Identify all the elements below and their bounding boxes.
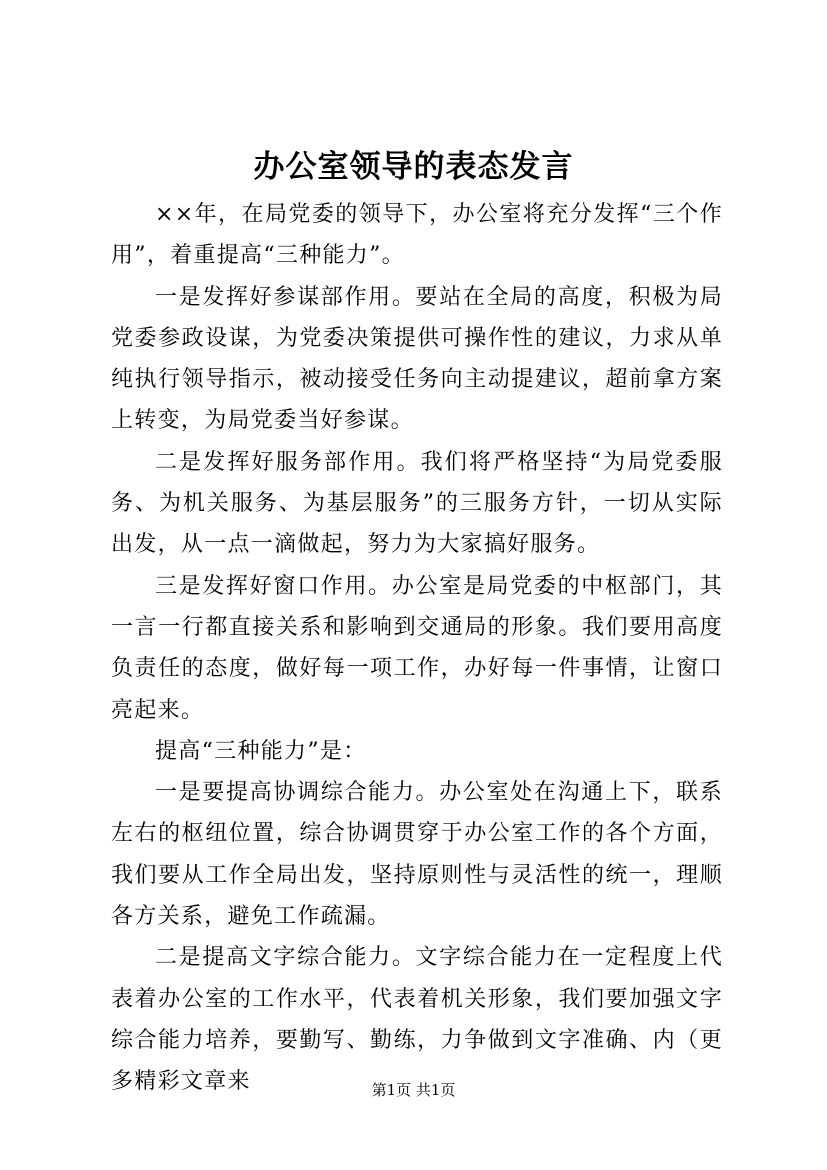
document-title: 办公室领导的表态发言 bbox=[253, 149, 574, 185]
paragraph-role-advisor: 一是发挥好参谋部作用。要站在全局的高度，积极为局党委参政设谋，为党委决策提供可操作性的建议，力求从单纯执行领导指示，被动接受任务向主动提建议，超前拿方案上转变，为局党委当好参谋。 bbox=[111, 284, 723, 434]
paragraph-abilities-heading: 提高“三种能力”是： bbox=[155, 738, 367, 764]
document-body bbox=[111, 194, 723, 1103]
paragraph-ability-coordination: 一是要提高协调综合能力。办公室处在沟通上下，联系左右的枢纽位置，综合协调贯穿于办公室工作的各个方面，我们要从工作全局出发，坚持原则性与灵活性的统一，理顺各方关系，避免工作疏漏。 bbox=[111, 780, 723, 930]
paragraph-ability-writing: 二是提高文字综合能力。文字综合能力在一定程度上代表着办公室的工作水平，代表着机关形象，我们要加强文字综合能力培养，要勤写、勤练，力争做到文字准确、内（更多精彩文章来 bbox=[111, 945, 723, 1095]
paragraph-role-service: 二是发挥好服务部作用。我们将严格坚持“为局党委服务、为机关服务、为基层服务”的三服务方针，一切从实际出发，从一点一滴做起，努力为大家搞好服务。 bbox=[111, 449, 723, 558]
paragraph-role-window: 三是发挥好窗口作用。办公室是局党委的中枢部门，其一言一行都直接关系和影响到交通局的形象。我们要用高度负责任的态度，做好每一项工作，办好每一件事情，让窗口亮起来。 bbox=[111, 573, 723, 723]
page-footer: 第1页 共1页 bbox=[371, 1081, 456, 1099]
paragraph-intro: ××年，在局党委的领导下，办公室将充分发挥“三个作用”，着重提高“三种能力”。 bbox=[111, 202, 723, 269]
